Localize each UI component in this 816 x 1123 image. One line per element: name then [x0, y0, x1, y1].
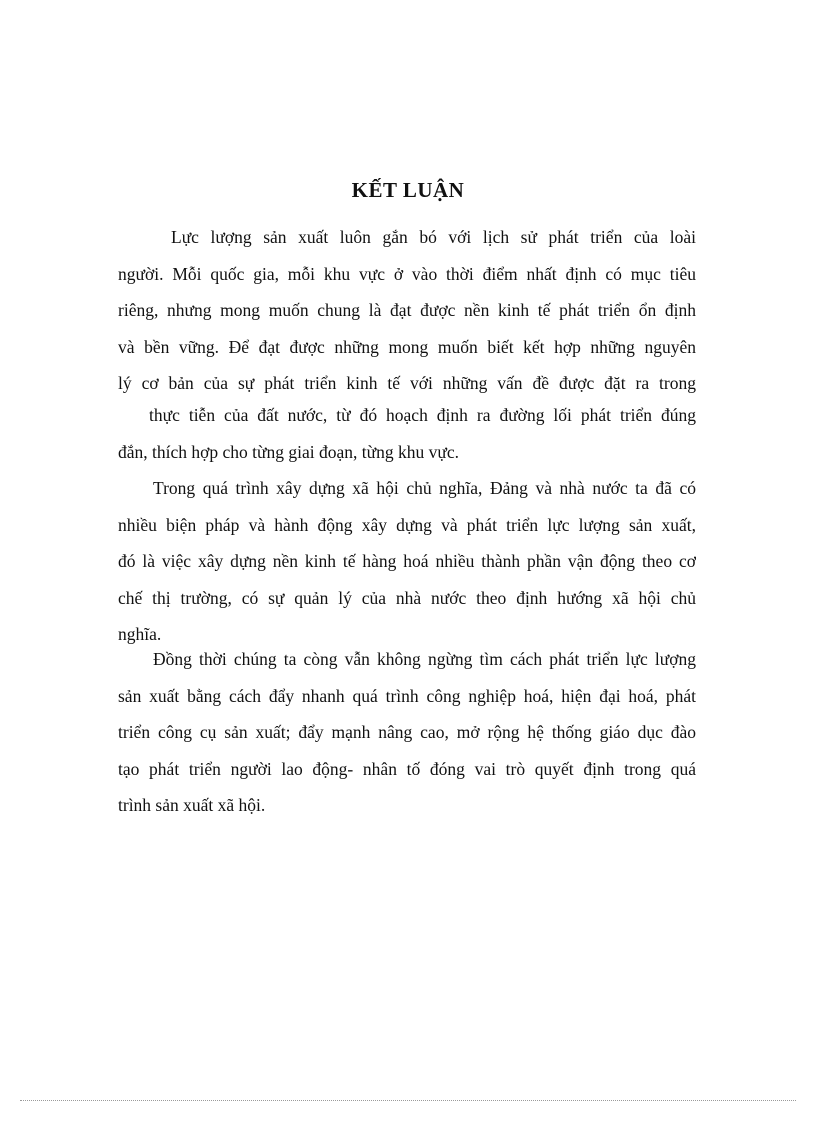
page-footer-rule — [20, 1100, 796, 1101]
text-line: Đồng thời chúng ta còng vẫn không ngừng tìm cách phát triển lực lượng — [153, 649, 696, 669]
text-line: trình sản xuất xã hội. — [118, 795, 266, 816]
text-line: người. Mỗi quốc gia, mỗi khu vực ở vào thời điểm nhất định có mục tiêu — [118, 263, 696, 284]
paragraph-intro-continued — [118, 397, 696, 470]
text-line: Lực lượng sản xuất luôn gắn bó với lịch sử phát triển của loài — [171, 227, 696, 247]
paragraph-development — [118, 641, 696, 824]
text-line: chế thị trường, có sự quản lý của nhà nước theo định hướng xã hội chủ — [118, 587, 696, 608]
paragraph-construction — [118, 470, 696, 653]
text-line: tạo phát triển người lao động- nhân tố đóng vai trò quyết định trong quá — [118, 758, 696, 779]
text-line: sản xuất bằng cách đẩy nhanh quá trình công nghiệp hoá, hiện đại hoá, phát — [118, 685, 696, 706]
text-line: Trong quá trình xây dựng xã hội chủ nghĩa, Đảng và nhà nước ta đã có — [153, 478, 696, 498]
text-line: nhiều biện pháp và hành động xây dựng và phát triển lực lượng sản xuất, — [118, 514, 696, 535]
text-line: thực tiễn của đất nước, từ đó hoạch định ra đường lối phát triển đúng — [149, 405, 696, 425]
text-line: lý cơ bản của sự phát triển kinh tế với những vấn đề được đặt ra trong — [118, 373, 696, 394]
text-line: riêng, nhưng mong muốn chung là đạt được nền kinh tế phát triển ổn định — [118, 300, 696, 321]
text-line: và bền vững. Để đạt được những mong muốn biết kết hợp những nguyên — [118, 336, 696, 357]
text-line: đó là việc xây dựng nền kinh tế hàng hoá nhiều thành phần vận động theo cơ — [118, 551, 696, 572]
paragraph-intro — [118, 219, 696, 402]
text-line: triển công cụ sản xuất; đẩy mạnh nâng cao, mở rộng hệ thống giáo dục đào — [118, 722, 696, 743]
text-line: đắn, thích hợp cho từng giai đoạn, từng khu vực. — [118, 441, 459, 462]
text-line: nghĩa. — [118, 624, 162, 645]
page-title: KẾT LUẬN — [351, 178, 465, 202]
